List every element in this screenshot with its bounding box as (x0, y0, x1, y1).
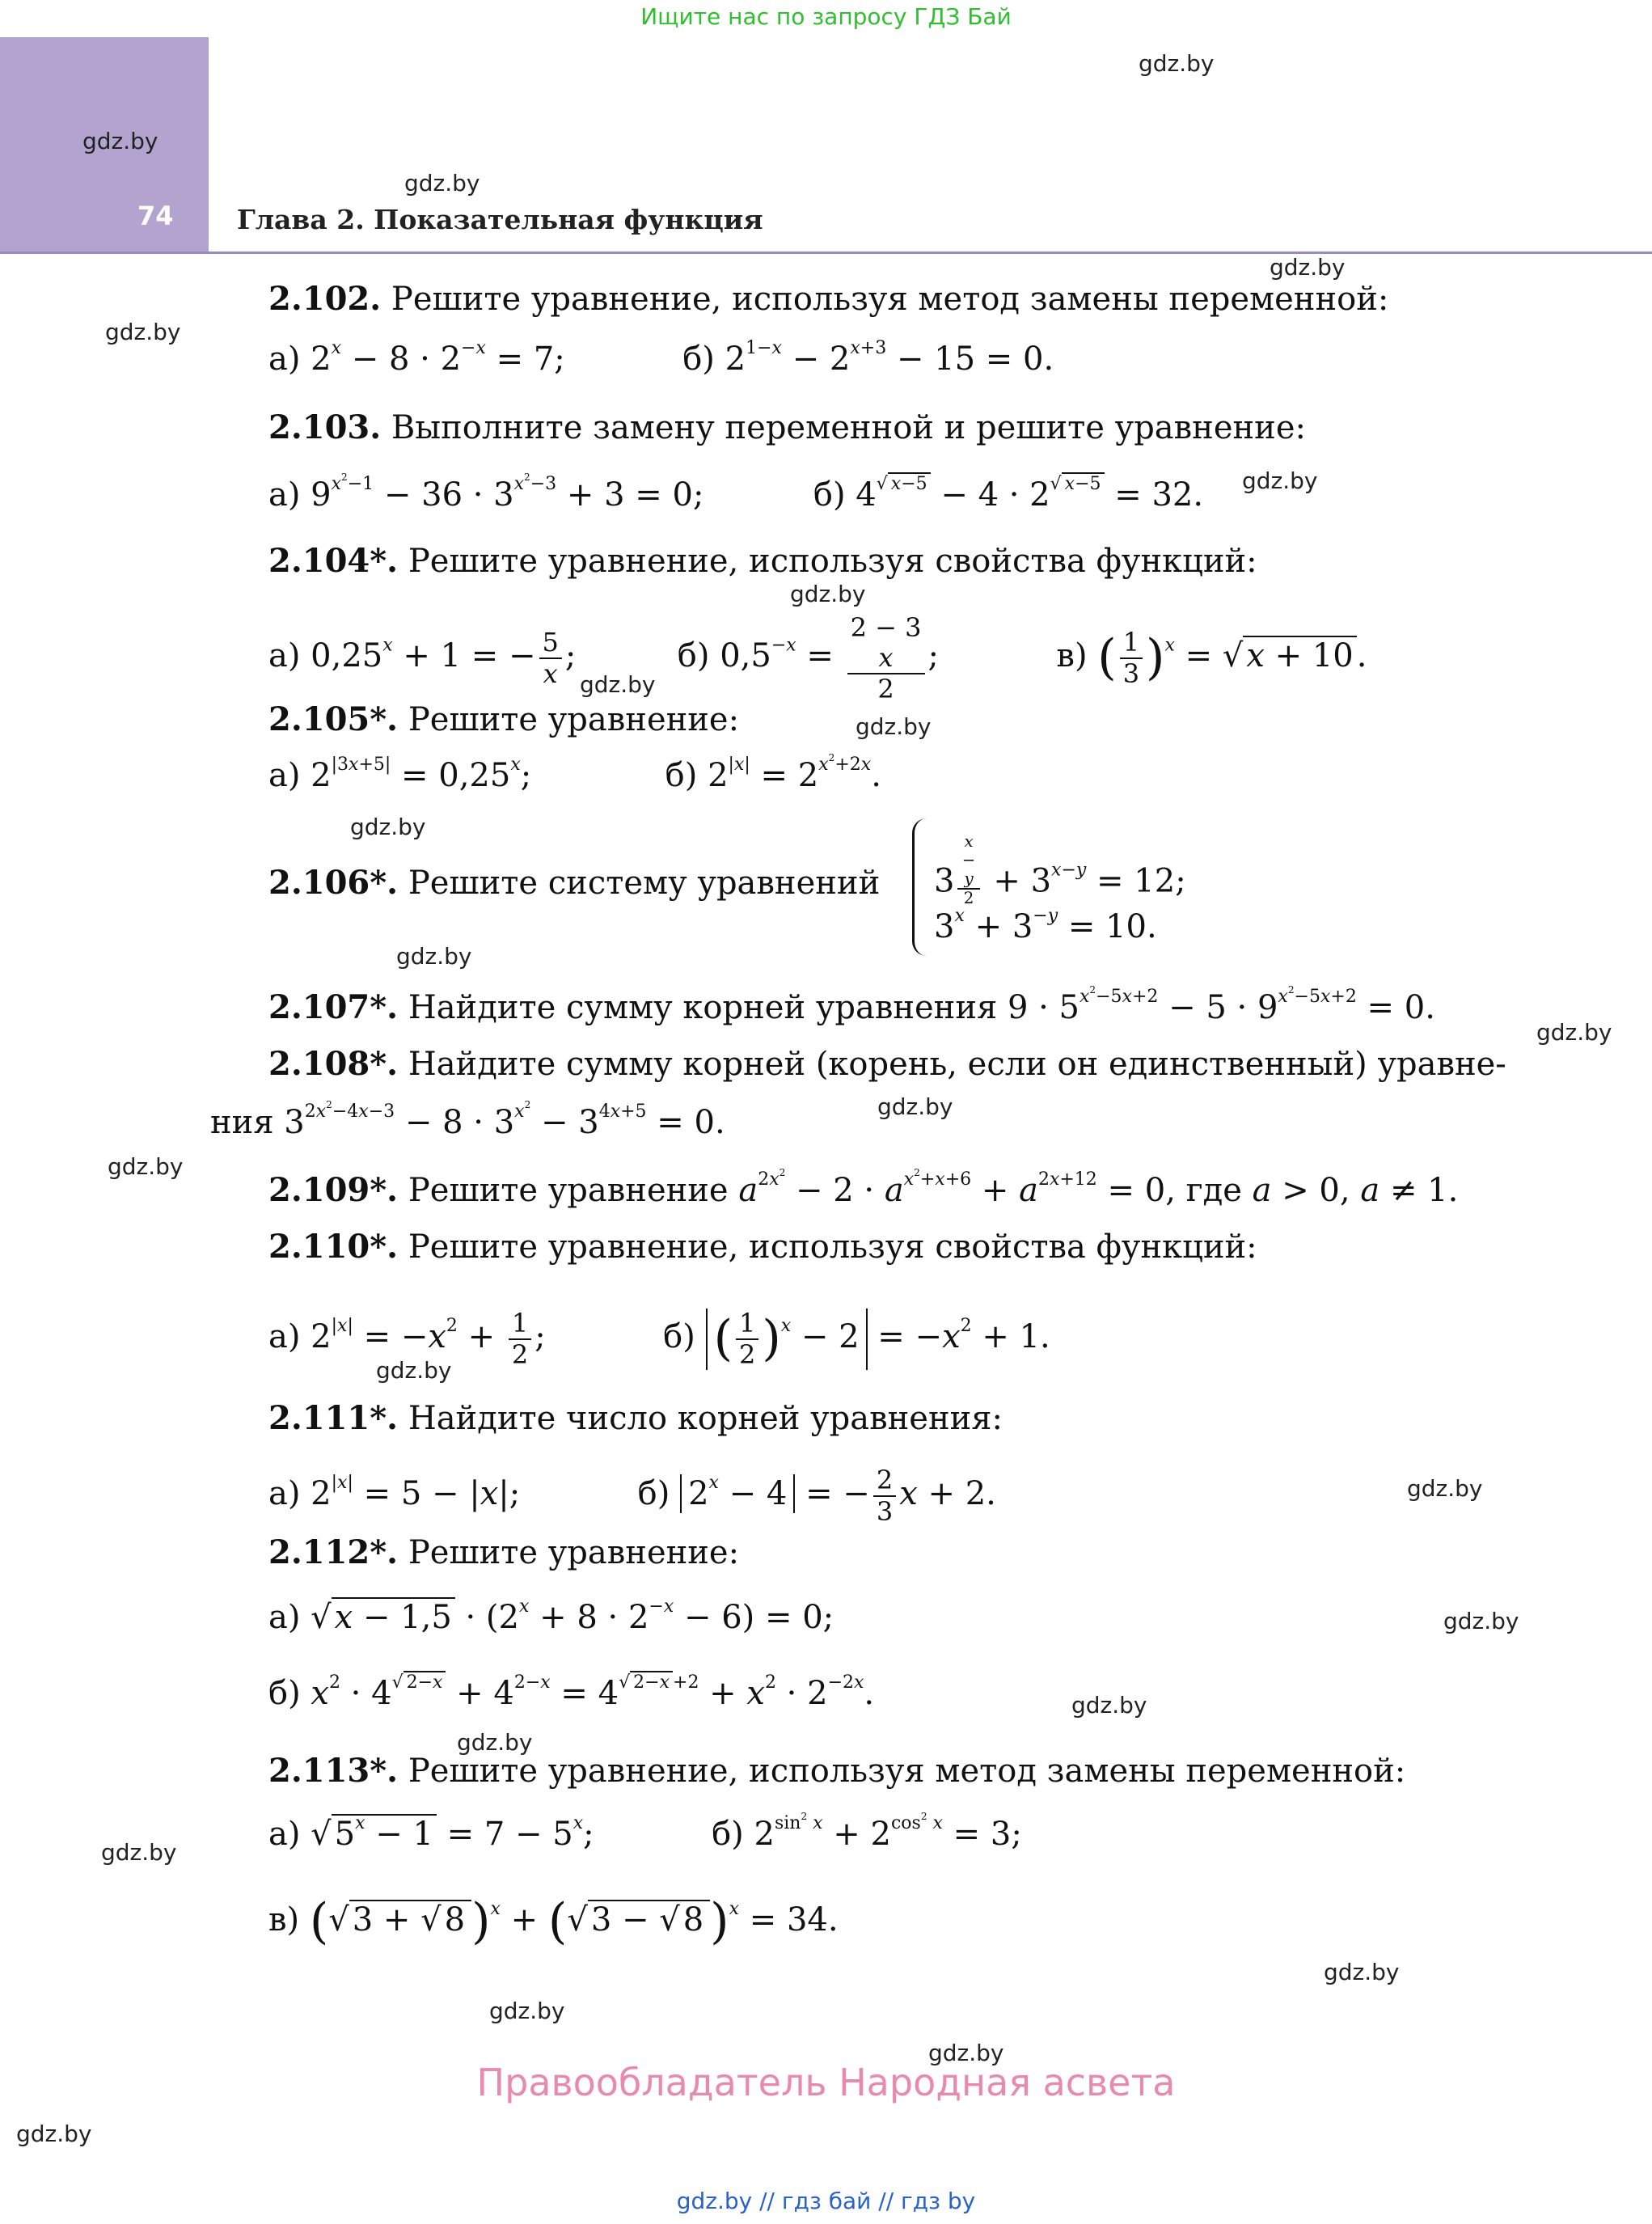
watermark: gdz.by (1407, 1475, 1483, 1502)
page-number: 74 (137, 201, 174, 231)
watermark: gdz.by (1443, 1608, 1519, 1634)
problem-2-110-items: а) $2^{|x|} = -x^2$ + $\frac{1}{2}$ ; б) ( $\frac{1}{2}$ )$^x - 2 = -x^2 + 1$. (268, 1308, 1050, 1370)
watermark: gdz.by (1536, 1019, 1612, 1046)
top-banner[interactable]: Ищите нас по запросу ГДЗ Бай (640, 3, 1012, 30)
watermark: gdz.by (1324, 1959, 1400, 1985)
watermark: gdz.by (404, 170, 480, 197)
chapter-title: Глава 2. Показательная функция (237, 204, 763, 235)
watermark: gdz.by (376, 1357, 452, 1384)
watermark: gdz.by (489, 1998, 565, 2024)
watermark: gdz.by (105, 319, 181, 345)
problem-2-113-ab: а) √ $5^x - 1 = 7 - 5^x$; б) $2^{sin^2 x} + 2^{cos^2 x} = 3$; (268, 1811, 1022, 1853)
problem-2-113: 2.113*. Решите уравнение, используя метод замены переменной: (268, 1752, 1406, 1790)
problem-2-111-items: а) $2^{|x|} = 5 - |x|$; б) $2^x - 4$ = − $\frac{2}{3}$ x + 2. (268, 1465, 996, 1527)
footer-links[interactable]: gdz.by // гдз бай // гдз by (676, 2188, 976, 2214)
problem-2-105: 2.105*. Решите уравнение: (268, 700, 740, 738)
problem-2-108-eq: ния $3^{2x^2-4x-3} - 8 \cdot 3^{x^2} - 3^{4x+5} = 0$. (210, 1099, 725, 1141)
problem-2-111: 2.111*. Найдите число корней уравнения: (268, 1399, 1003, 1437)
problem-2-110: 2.110*. Решите уравнение, используя свойства функций: (268, 1228, 1257, 1266)
watermark: gdz.by (856, 713, 932, 740)
problem-2-103: 2.103. Выполните замену переменной и решите уравнение: (268, 408, 1306, 446)
watermark: gdz.by (1270, 254, 1346, 281)
watermark: gdz.by (101, 1839, 177, 1866)
watermark: gdz.by (82, 128, 158, 154)
problem-2-108: 2.108*. Найдите сумму корней (корень, если он единственный) уравне- (268, 1045, 1506, 1083)
system-eq-2: $3^x + 3^{-y} = 10$. (934, 906, 1157, 945)
problem-2-102-items: а) $2^x - 8 \cdot 2^{-x} = 7$; б) $2^{1-x} - 2^{x+3} - 15 = 0$. (268, 338, 1054, 378)
problem-2-106: 2.106*. Решите систему уравнений (268, 864, 881, 902)
watermark: gdz.by (1139, 50, 1215, 77)
watermark: gdz.by (580, 671, 656, 698)
problem-2-104: 2.104*. Решите уравнение, используя свойства функций: (268, 542, 1257, 580)
header-divider (0, 252, 1652, 254)
watermark: gdz.by (16, 2120, 92, 2147)
problem-2-104-items: а) $0,25^x + 1$ = − $\frac{5}{x}$ ; б) $0,5^{-x}$ = 2 − 3 x 2 ; в) ( $\frac{1}{3}$ )$^x$ = √ x + 10 . (268, 612, 1367, 704)
watermark: gdz.by (790, 581, 866, 607)
system-eq-1: 3 $^{x - y 2}$ + $3^{x-y} = 12$; (934, 832, 1186, 908)
system-brace (912, 818, 936, 956)
problem-2-112-b: б) $x^2 \cdot 4^{√ 2-x} + 4^{2-x} = 4^{√ 2-x +2} + x^2 \cdot 2^{-2x}$. (268, 1672, 875, 1712)
problem-2-113-v: в) (√ 3 + √ 8 )$^x$ + (√ 3 − √ 8 )$^x$ = 34. (268, 1893, 839, 1950)
watermark: gdz.by (928, 2040, 1004, 2066)
problem-2-107: 2.107*. Найдите сумму корней уравнения $9 \cdot 5^{x^2-5x+2} - 5 \cdot 9^{x^2-5x+2} = 0$. (268, 984, 1435, 1026)
watermark: gdz.by (108, 1153, 184, 1180)
problem-2-102: 2.102. Решите уравнение, используя метод замены переменной: (268, 280, 1389, 318)
problem-2-103-items: а) $9^{x^2-1} - 36 \cdot 3^{x^2-3} + 3 = 0$; б) $4^{√ x-5} - 4 \cdot 2^{√ x-5} = 32$. (268, 471, 1204, 514)
problem-2-105-items: а) $2^{|3x+5|} = 0,25^x$; б) $2^{|x|} = 2^{x^2+2x}$. (268, 752, 881, 794)
problem-2-112-a: а) √ $x - 1,5 \cdot (2^x + 8 \cdot 2^{-x} - 6) = 0$; (268, 1596, 834, 1636)
problem-2-112: 2.112*. Решите уравнение: (268, 1533, 740, 1571)
watermark: gdz.by (350, 814, 426, 840)
watermark: gdz.by (1242, 467, 1318, 494)
watermark: gdz.by (1071, 1692, 1147, 1719)
watermark: gdz.by (877, 1093, 953, 1120)
watermark: gdz.by (457, 1729, 533, 1756)
watermark: gdz.by (396, 943, 472, 970)
copyright-notice: Правообладатель Народная асвета (476, 2061, 1176, 2104)
problem-2-109: 2.109*. Решите уравнение $a^{2x^2} - 2 \cdot a^{x^2+x+6} + a^{2x+12} = 0$, где a > 0, a ≠ 1. (268, 1167, 1459, 1209)
